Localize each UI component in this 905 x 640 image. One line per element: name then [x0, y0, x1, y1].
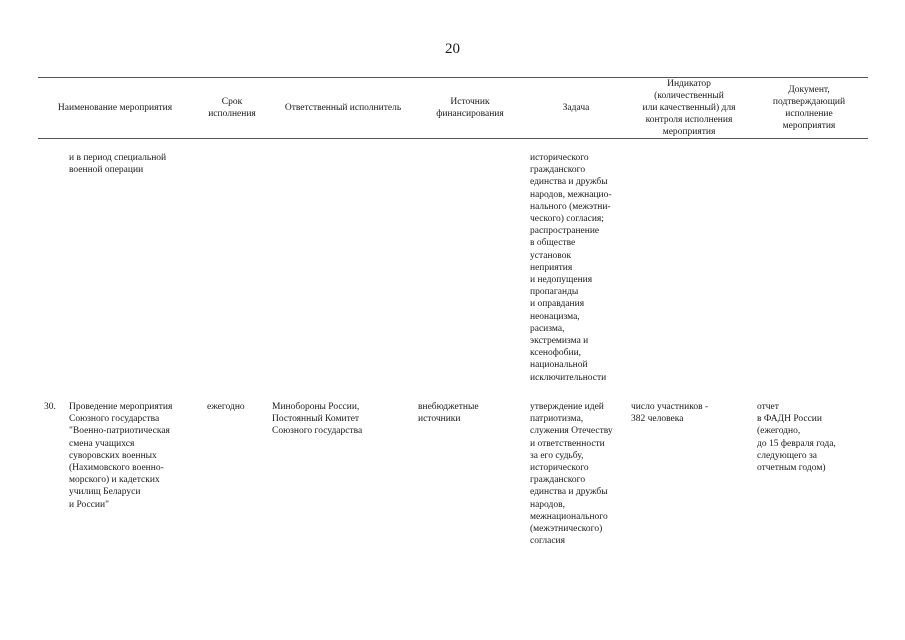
table-top-rule: [38, 77, 868, 78]
header-event-name: [40, 80, 190, 136]
row-30-funding: внебюджетные источники: [418, 402, 479, 425]
header-executor: [272, 80, 414, 136]
header-label: Задача: [562, 102, 590, 113]
row-30-number: 30.: [44, 402, 56, 412]
header-label: Индикатор (количественный или качественный) для контроля исполнения мероприятия: [642, 78, 736, 138]
cont-row-name: и в период специальной военной операции: [69, 153, 167, 176]
row-30-deadline: ежегодно: [207, 402, 245, 412]
row-30-document: отчет в ФАДН России (ежегодно, до 15 февраля года, следующего за отчетным годом): [757, 402, 836, 474]
table-header-rule: [38, 138, 868, 139]
header-task: [526, 80, 626, 136]
cont-row-task: исторического гражданского единства и дружбы народов, межнацио- нального (межэтни- ческого) согласия; распространение в обществе установок неприятия и недопущения пропаганды и оправдания неонацизма, расизма, экстремизма и ксенофобии, национальной исключительности: [530, 153, 612, 383]
header-deadline: [196, 80, 268, 136]
row-30-executor: Минобороны России, Постоянный Комитет Союзного государства: [272, 402, 363, 437]
header-funding: [418, 80, 522, 136]
header-label: Ответственный исполнитель: [284, 102, 402, 113]
page-number: 20: [445, 41, 460, 57]
row-30-name: Проведение мероприятия Союзного государства "Военно-патриотическая смена учащихся суворовских военных (Нахимовского военно- морского) и кадетских училищ Беларуси и России": [69, 402, 173, 510]
row-30-indicator: число участников - 382 человека: [631, 402, 709, 425]
header-label: Наименование мероприятия: [57, 102, 173, 113]
header-label: Источник финансирования: [436, 96, 504, 119]
header-document: [752, 80, 866, 136]
row-30-task: утверждение идей патриотизма, служения Отечеству и ответственности за его судьбу, исторического гражданского единства и дружбы народов, межнационального (межэтнического) согласия: [530, 402, 613, 547]
header-indicator: [630, 80, 748, 136]
header-label: Документ, подтверждающий исполнение мероприятия: [772, 84, 846, 132]
header-label: Срок исполнения: [208, 96, 256, 119]
